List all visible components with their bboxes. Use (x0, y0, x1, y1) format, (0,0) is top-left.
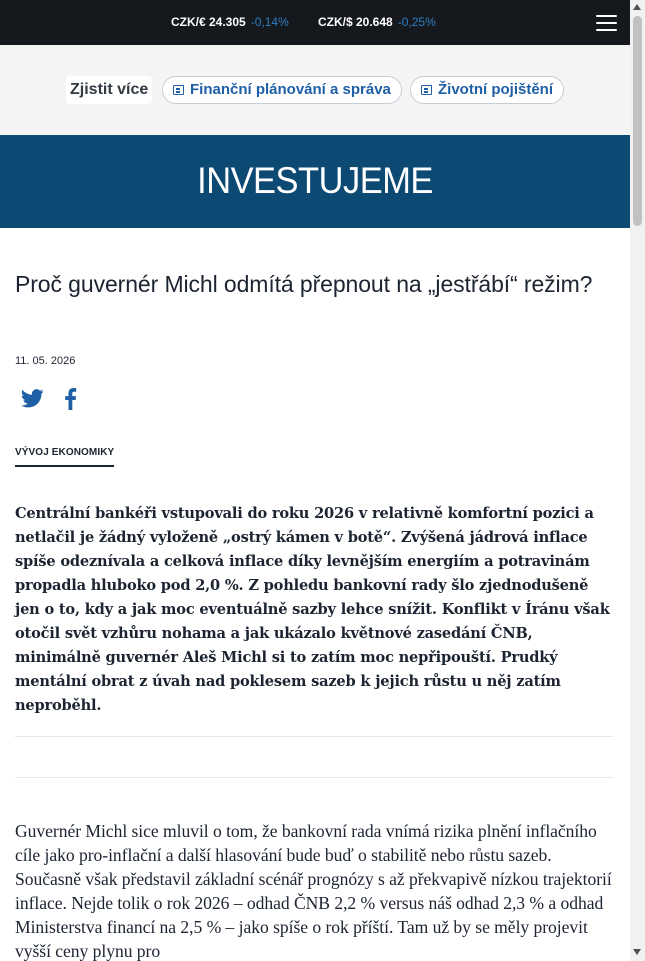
scrollbar[interactable] (630, 0, 645, 961)
ticker-item-eur (171, 15, 289, 30)
article-category[interactable]: VÝVOJ EKONOMIKY (15, 447, 114, 467)
ticker-pair-eur: CZK/€ 24.305 (171, 15, 246, 29)
hamburger-line (596, 15, 617, 17)
explore-link-label: Finanční plánování a správa (190, 81, 391, 98)
scroll-up-arrow-icon[interactable] (633, 4, 641, 10)
explore-link-financial-planning[interactable] (162, 76, 402, 104)
currency-ticker-bar (0, 0, 630, 45)
twitter-icon[interactable] (21, 389, 44, 408)
explore-label: Zjistit více (66, 76, 152, 104)
site-logo[interactable]: INVESTUJEME (197, 160, 433, 201)
article-body-paragraph: Guvernér Michl sice mluvil o tom, že bankovní rada vnímá rizika plnění inflačního cíle jako pro-inflační a další hlasování bude buď o stabilitě nebo růstu sazeb. Současně však představil základní scénář prognózy s až překvapivě nízkou trajektorií inflace. Nejde tolik o rok 2026 – odhad ČNB 2,2 % versus náš odhad 2,3 % a odhad Ministerstva financí na 2,5 % – jako spíše o rok příští. Tam už by se měly projevit vyšší ceny plynu pro (15, 821, 612, 961)
ticker-pair-usd: CZK/$ 20.648 (318, 15, 393, 29)
article-date: 11. 05. 2026 (15, 355, 76, 367)
scroll-down-arrow-icon[interactable] (633, 949, 641, 955)
document-icon (173, 85, 184, 95)
ticker-item-usd (318, 15, 436, 30)
article-lead: Centrální bankéři vstupovali do roku 2026 v relativně komfortní pozici a netlačil je žádný vyloženě „ostrý kámen v botě“. Zvýšená jádrová inflace spíše odeznívala a celková inflace díky levnějším energiím a potravinám propadla hluboko pod 2,0 %. Z pohledu bankovní rady šlo zjednodušeně jen o to, kdy a jak moc eventuálně sazby lehce snížit. Konflikt v Íránu však otočil svět vzhůru nohama a jak ukázalo květnové zasedání ČNB, minimálně guvernér Aleš Michl si to zatím moc nepřipouští. Prudký mentální obrat z úvah nad poklesem sazeb k jejich růstu u něj zatím neproběhl. (15, 505, 610, 714)
scrollbar-thumb[interactable] (633, 16, 642, 226)
ticker-change-eur: -0,14% (250, 15, 289, 29)
facebook-icon[interactable] (64, 388, 77, 410)
explore-link-label: Životní pojištění (438, 81, 553, 98)
ticker-change-usd: -0,25% (397, 15, 436, 29)
divider (15, 736, 613, 737)
divider (15, 777, 613, 778)
explore-strip (0, 45, 630, 135)
article-title: Proč guvernér Michl odmítá přepnout na „jestřábí“ režim? (15, 271, 593, 297)
hamburger-icon[interactable] (596, 13, 617, 32)
hamburger-line (596, 29, 617, 31)
hamburger-line (596, 22, 617, 24)
document-icon (421, 85, 432, 95)
brand-banner (0, 135, 630, 228)
explore-link-life-insurance[interactable] (410, 76, 564, 104)
